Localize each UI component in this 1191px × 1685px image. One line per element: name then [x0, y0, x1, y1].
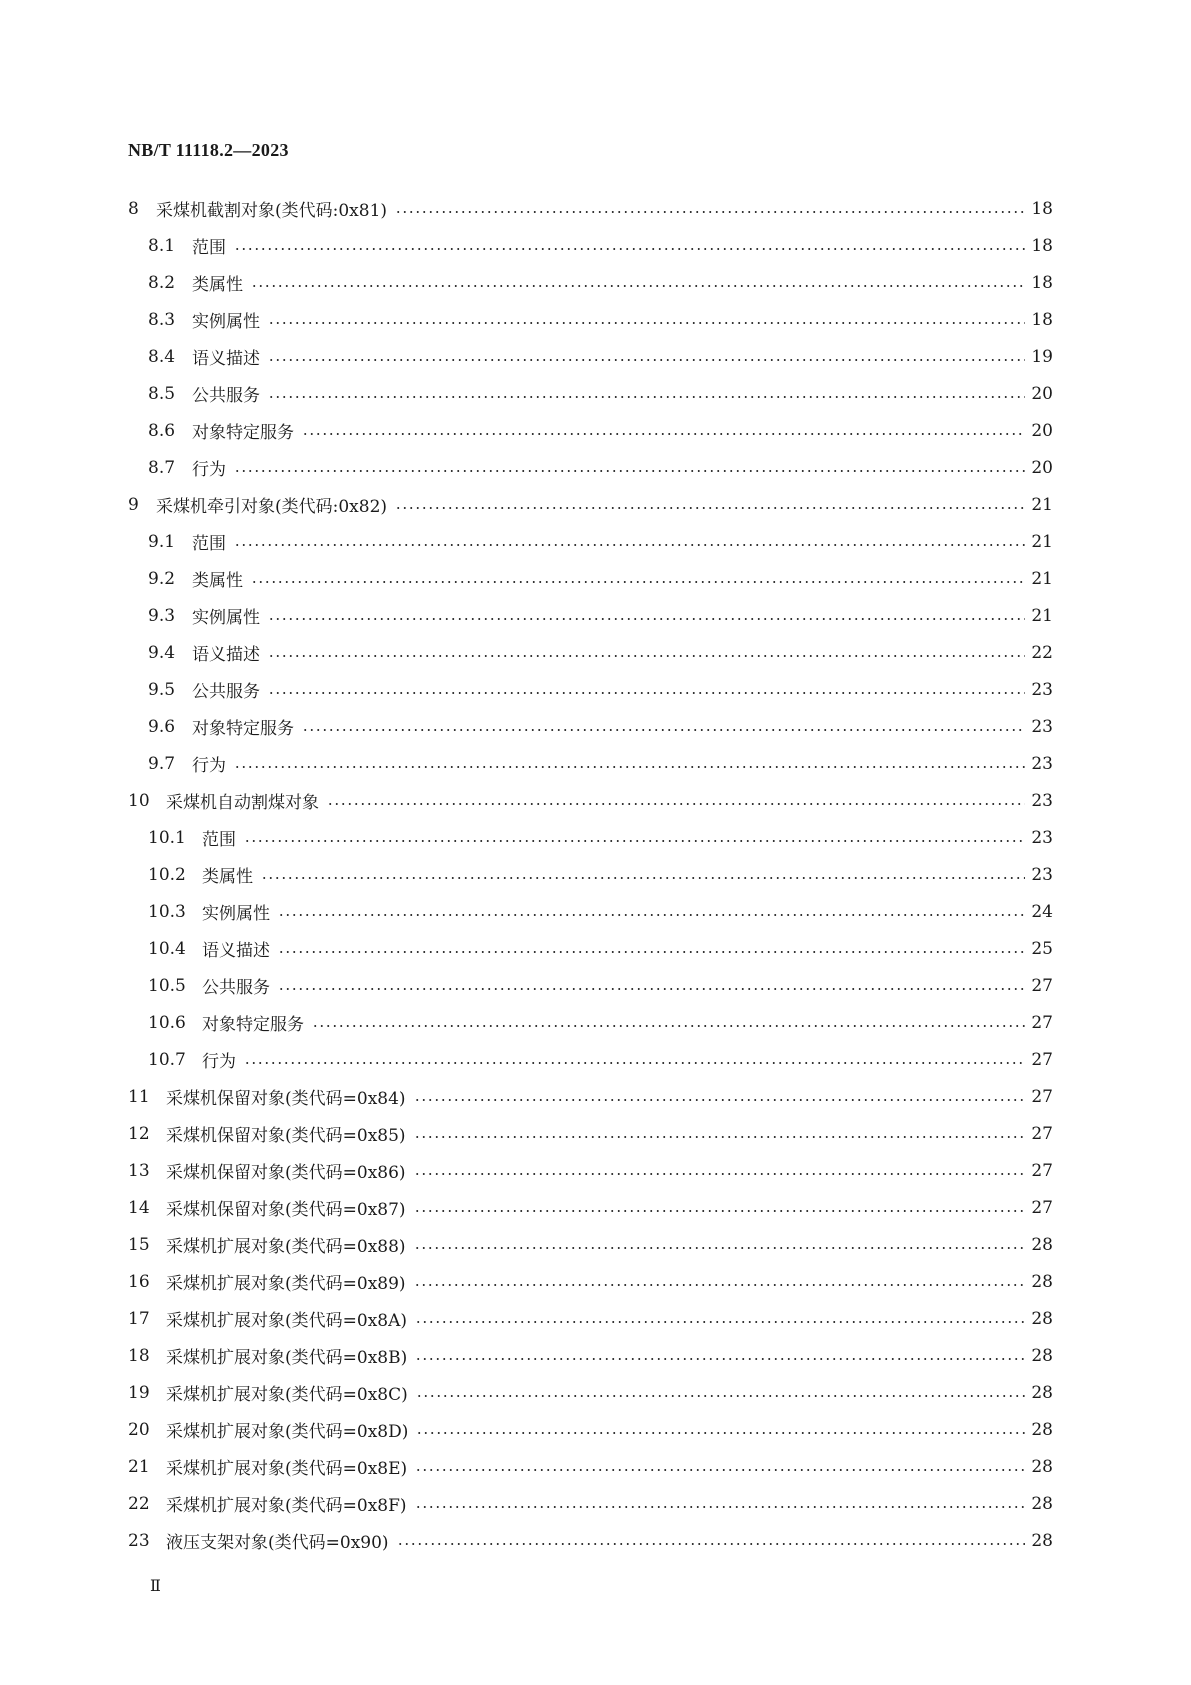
toc-entry-page: 18	[1031, 235, 1053, 256]
toc-entry-title: 采煤机保留对象(类代码=0x87)	[166, 1200, 406, 1220]
toc-entry-number: 8.4	[148, 346, 176, 367]
toc-entry-title: 采煤机保留对象(类代码=0x85)	[166, 1126, 406, 1146]
toc-entry-page: 21	[1031, 494, 1053, 515]
toc-entry-page: 27	[1031, 1086, 1053, 1107]
toc-entry-page: 22	[1031, 642, 1053, 663]
toc-entry[interactable]	[128, 671, 1053, 708]
dot-leader	[234, 470, 1025, 472]
toc-entry[interactable]	[128, 560, 1053, 597]
toc-entry[interactable]	[128, 1189, 1053, 1226]
toc-entry-page: 23	[1031, 864, 1053, 885]
toc-entry-title: 语义描述	[192, 645, 260, 665]
toc-entry-title: 对象特定服务	[192, 719, 294, 739]
toc-entry-number: 11	[128, 1086, 150, 1107]
toc-entry-title: 类属性	[202, 867, 253, 887]
toc-entry-title: 行为	[202, 1052, 236, 1072]
dot-leader	[414, 1284, 1025, 1286]
toc-entry-title: 类属性	[192, 275, 243, 295]
toc-entry-page: 25	[1031, 938, 1053, 959]
toc-entry-number: 13	[128, 1160, 150, 1181]
toc-entry-title: 采煤机扩展对象(类代码=0x8E)	[166, 1459, 408, 1479]
toc-entry-number: 10.4	[148, 938, 186, 959]
toc-entry[interactable]	[128, 190, 1053, 227]
toc-entry[interactable]	[128, 967, 1053, 1004]
toc-entry-number: 10.6	[148, 1012, 186, 1033]
toc-entry-number: 8.2	[148, 272, 176, 293]
toc-entry-page: 23	[1031, 790, 1053, 811]
toc-entry-number: 8.7	[148, 457, 176, 478]
toc-entry-page: 20	[1031, 420, 1053, 441]
toc-entry-number: 23	[128, 1530, 150, 1551]
toc-entry-page: 21	[1031, 568, 1053, 589]
toc-entry-title: 采煤机扩展对象(类代码=0x88)	[166, 1237, 406, 1257]
toc-entry[interactable]	[128, 597, 1053, 634]
toc-entry-page: 18	[1031, 309, 1053, 330]
toc-entry-title: 范围	[192, 238, 226, 258]
toc-entry[interactable]	[128, 1263, 1053, 1300]
dot-leader	[261, 877, 1025, 879]
toc-entry-number: 18	[128, 1345, 150, 1366]
toc-entry[interactable]	[128, 856, 1053, 893]
toc-entry[interactable]	[128, 227, 1053, 264]
dot-leader	[312, 1025, 1025, 1027]
toc-entry-number: 8	[128, 198, 139, 219]
toc-entry-number: 10.7	[148, 1049, 186, 1070]
toc-entry[interactable]	[128, 1300, 1053, 1337]
dot-leader	[395, 211, 1025, 213]
toc-entry[interactable]	[128, 1152, 1053, 1189]
toc-entry-page: 23	[1031, 753, 1053, 774]
toc-entry[interactable]	[128, 930, 1053, 967]
toc-entry-title: 公共服务	[192, 386, 260, 406]
toc-entry-title: 采煤机扩展对象(类代码=0x8F)	[166, 1496, 407, 1516]
dot-leader	[278, 914, 1025, 916]
toc-entry[interactable]	[128, 819, 1053, 856]
toc-entry-number: 14	[128, 1197, 150, 1218]
toc-entry-number: 8.1	[148, 235, 176, 256]
document-code: NB/T 11118.2—2023	[128, 140, 289, 160]
toc-entry-page: 28	[1031, 1308, 1053, 1329]
toc-entry[interactable]	[128, 708, 1053, 745]
dot-leader	[414, 1247, 1025, 1249]
page-number: Ⅱ	[150, 1578, 161, 1595]
toc-entry[interactable]	[128, 301, 1053, 338]
toc-entry-page: 28	[1031, 1419, 1053, 1440]
toc-entry-number: 9.6	[148, 716, 176, 737]
toc-entry-title: 采煤机扩展对象(类代码=0x89)	[166, 1274, 406, 1294]
toc-entry-title: 采煤机牵引对象(类代码:0x82)	[156, 497, 388, 517]
toc-entry-page: 18	[1031, 198, 1053, 219]
toc-entry-number: 12	[128, 1123, 150, 1144]
toc-entry-title: 公共服务	[202, 978, 270, 998]
toc-entry[interactable]	[128, 1411, 1053, 1448]
toc-entry[interactable]	[128, 1078, 1053, 1115]
dot-leader	[415, 1358, 1025, 1360]
toc-entry-page: 23	[1031, 827, 1053, 848]
toc-entry-number: 17	[128, 1308, 150, 1329]
dot-leader	[302, 433, 1025, 435]
toc-entry[interactable]	[128, 449, 1053, 486]
toc-entry-page: 27	[1031, 1012, 1053, 1033]
toc-entry[interactable]	[128, 1226, 1053, 1263]
toc-entry-number: 8.3	[148, 309, 176, 330]
toc-entry-number: 8.6	[148, 420, 176, 441]
dot-leader	[415, 1321, 1025, 1323]
dot-leader	[414, 1173, 1025, 1175]
toc-entry[interactable]	[128, 1485, 1053, 1522]
toc-entry-title: 采煤机扩展对象(类代码=0x8B)	[166, 1348, 408, 1368]
toc-entry-title: 采煤机保留对象(类代码=0x84)	[166, 1089, 406, 1109]
toc-entry-number: 10.3	[148, 901, 186, 922]
toc-entry-title: 范围	[202, 830, 236, 850]
dot-leader	[268, 396, 1025, 398]
toc-entry[interactable]	[128, 893, 1053, 930]
dot-leader	[414, 1136, 1025, 1138]
toc-entry-page: 27	[1031, 1197, 1053, 1218]
toc-entry-page: 28	[1031, 1456, 1053, 1477]
toc-entry-page: 24	[1031, 901, 1053, 922]
toc-entry-number: 8.5	[148, 383, 176, 404]
toc-entry[interactable]	[128, 782, 1053, 819]
dot-leader	[415, 1506, 1025, 1508]
toc-entry[interactable]	[128, 375, 1053, 412]
toc-entry-page: 28	[1031, 1382, 1053, 1403]
toc-entry-number: 9.2	[148, 568, 176, 589]
toc-entry[interactable]	[128, 1041, 1053, 1078]
dot-leader	[414, 1099, 1025, 1101]
toc-entry-number: 9.4	[148, 642, 176, 663]
toc-entry-title: 行为	[192, 756, 226, 776]
toc-entry-number: 9	[128, 494, 139, 515]
toc-entry[interactable]	[128, 264, 1053, 301]
toc-entry-title: 语义描述	[202, 941, 270, 961]
toc-entry-number: 9.5	[148, 679, 176, 700]
dot-leader	[278, 951, 1025, 953]
toc-entry-title: 公共服务	[192, 682, 260, 702]
toc-entry[interactable]	[128, 523, 1053, 560]
toc-entry-page: 19	[1031, 346, 1053, 367]
dot-leader	[244, 1062, 1025, 1064]
toc-entry-title: 液压支架对象(类代码=0x90)	[166, 1533, 389, 1553]
toc-entry-title: 行为	[192, 460, 226, 480]
dot-leader	[268, 655, 1025, 657]
toc-entry-page: 20	[1031, 383, 1053, 404]
dot-leader	[234, 766, 1025, 768]
toc-entry-title: 采煤机扩展对象(类代码=0x8D)	[166, 1422, 409, 1442]
toc-entry-title: 采煤机自动割煤对象	[166, 793, 319, 813]
toc-entry-page: 28	[1031, 1530, 1053, 1551]
toc-entry-number: 10.2	[148, 864, 186, 885]
dot-leader	[234, 544, 1025, 546]
toc-entry-number: 21	[128, 1456, 150, 1477]
toc-entry[interactable]	[128, 1337, 1053, 1374]
toc-entry-page: 23	[1031, 679, 1053, 700]
toc-entry-page: 27	[1031, 1160, 1053, 1181]
toc-entry-title: 采煤机截割对象(类代码:0x81)	[156, 201, 388, 221]
dot-leader	[251, 581, 1025, 583]
toc-entry-title: 实例属性	[192, 608, 260, 628]
toc-entry-number: 9.1	[148, 531, 176, 552]
toc-entry[interactable]	[128, 634, 1053, 671]
toc-entry-title: 采煤机保留对象(类代码=0x86)	[166, 1163, 406, 1183]
toc-entry-number: 9.3	[148, 605, 176, 626]
toc-entry-page: 28	[1031, 1271, 1053, 1292]
toc-entry-title: 实例属性	[192, 312, 260, 332]
toc-entry-title: 采煤机扩展对象(类代码=0x8A)	[166, 1311, 408, 1331]
toc-entry-title: 类属性	[192, 571, 243, 591]
toc-entry-number: 9.7	[148, 753, 176, 774]
toc-entry-page: 28	[1031, 1493, 1053, 1514]
dot-leader	[268, 322, 1025, 324]
toc-entry-page: 27	[1031, 1049, 1053, 1070]
dot-leader	[416, 1395, 1025, 1397]
toc-entry-page: 27	[1031, 975, 1053, 996]
dot-leader	[268, 692, 1025, 694]
dot-leader	[278, 988, 1025, 990]
toc-entry-title: 对象特定服务	[202, 1015, 304, 1035]
toc-entry-page: 18	[1031, 272, 1053, 293]
toc-entry-title: 采煤机扩展对象(类代码=0x8C)	[166, 1385, 408, 1405]
toc-entry-number: 10	[128, 790, 150, 811]
toc-entry[interactable]	[128, 486, 1053, 523]
toc-entry-number: 16	[128, 1271, 150, 1292]
toc-entry[interactable]	[128, 745, 1053, 782]
dot-leader	[414, 1210, 1025, 1212]
dot-leader	[415, 1469, 1025, 1471]
dot-leader	[395, 507, 1025, 509]
toc-entry-title: 范围	[192, 534, 226, 554]
toc-entry[interactable]	[128, 338, 1053, 375]
toc-entry[interactable]	[128, 1448, 1053, 1485]
toc-entry-number: 10.5	[148, 975, 186, 996]
toc-entry-title: 语义描述	[192, 349, 260, 369]
toc-entry[interactable]	[128, 412, 1053, 449]
toc-entry-number: 22	[128, 1493, 150, 1514]
toc-entry-page: 28	[1031, 1345, 1053, 1366]
dot-leader	[268, 359, 1025, 361]
table-of-contents	[128, 190, 1053, 1559]
toc-entry-title: 实例属性	[202, 904, 270, 924]
dot-leader	[302, 729, 1025, 731]
toc-entry-page: 28	[1031, 1234, 1053, 1255]
toc-entry[interactable]	[128, 1004, 1053, 1041]
toc-entry-title: 对象特定服务	[192, 423, 294, 443]
toc-entry-page: 23	[1031, 716, 1053, 737]
toc-entry-number: 15	[128, 1234, 150, 1255]
toc-entry-page: 20	[1031, 457, 1053, 478]
toc-entry[interactable]	[128, 1115, 1053, 1152]
dot-leader	[244, 840, 1025, 842]
toc-entry-page: 21	[1031, 605, 1053, 626]
dot-leader	[327, 803, 1025, 805]
dot-leader	[251, 285, 1025, 287]
dot-leader	[397, 1543, 1025, 1545]
toc-entry-number: 10.1	[148, 827, 186, 848]
toc-entry-number: 19	[128, 1382, 150, 1403]
toc-entry-page: 21	[1031, 531, 1053, 552]
toc-entry-number: 20	[128, 1419, 150, 1440]
dot-leader	[234, 248, 1025, 250]
dot-leader	[268, 618, 1025, 620]
toc-entry[interactable]	[128, 1522, 1053, 1559]
dot-leader	[416, 1432, 1025, 1434]
toc-entry-page: 27	[1031, 1123, 1053, 1144]
toc-entry[interactable]	[128, 1374, 1053, 1411]
